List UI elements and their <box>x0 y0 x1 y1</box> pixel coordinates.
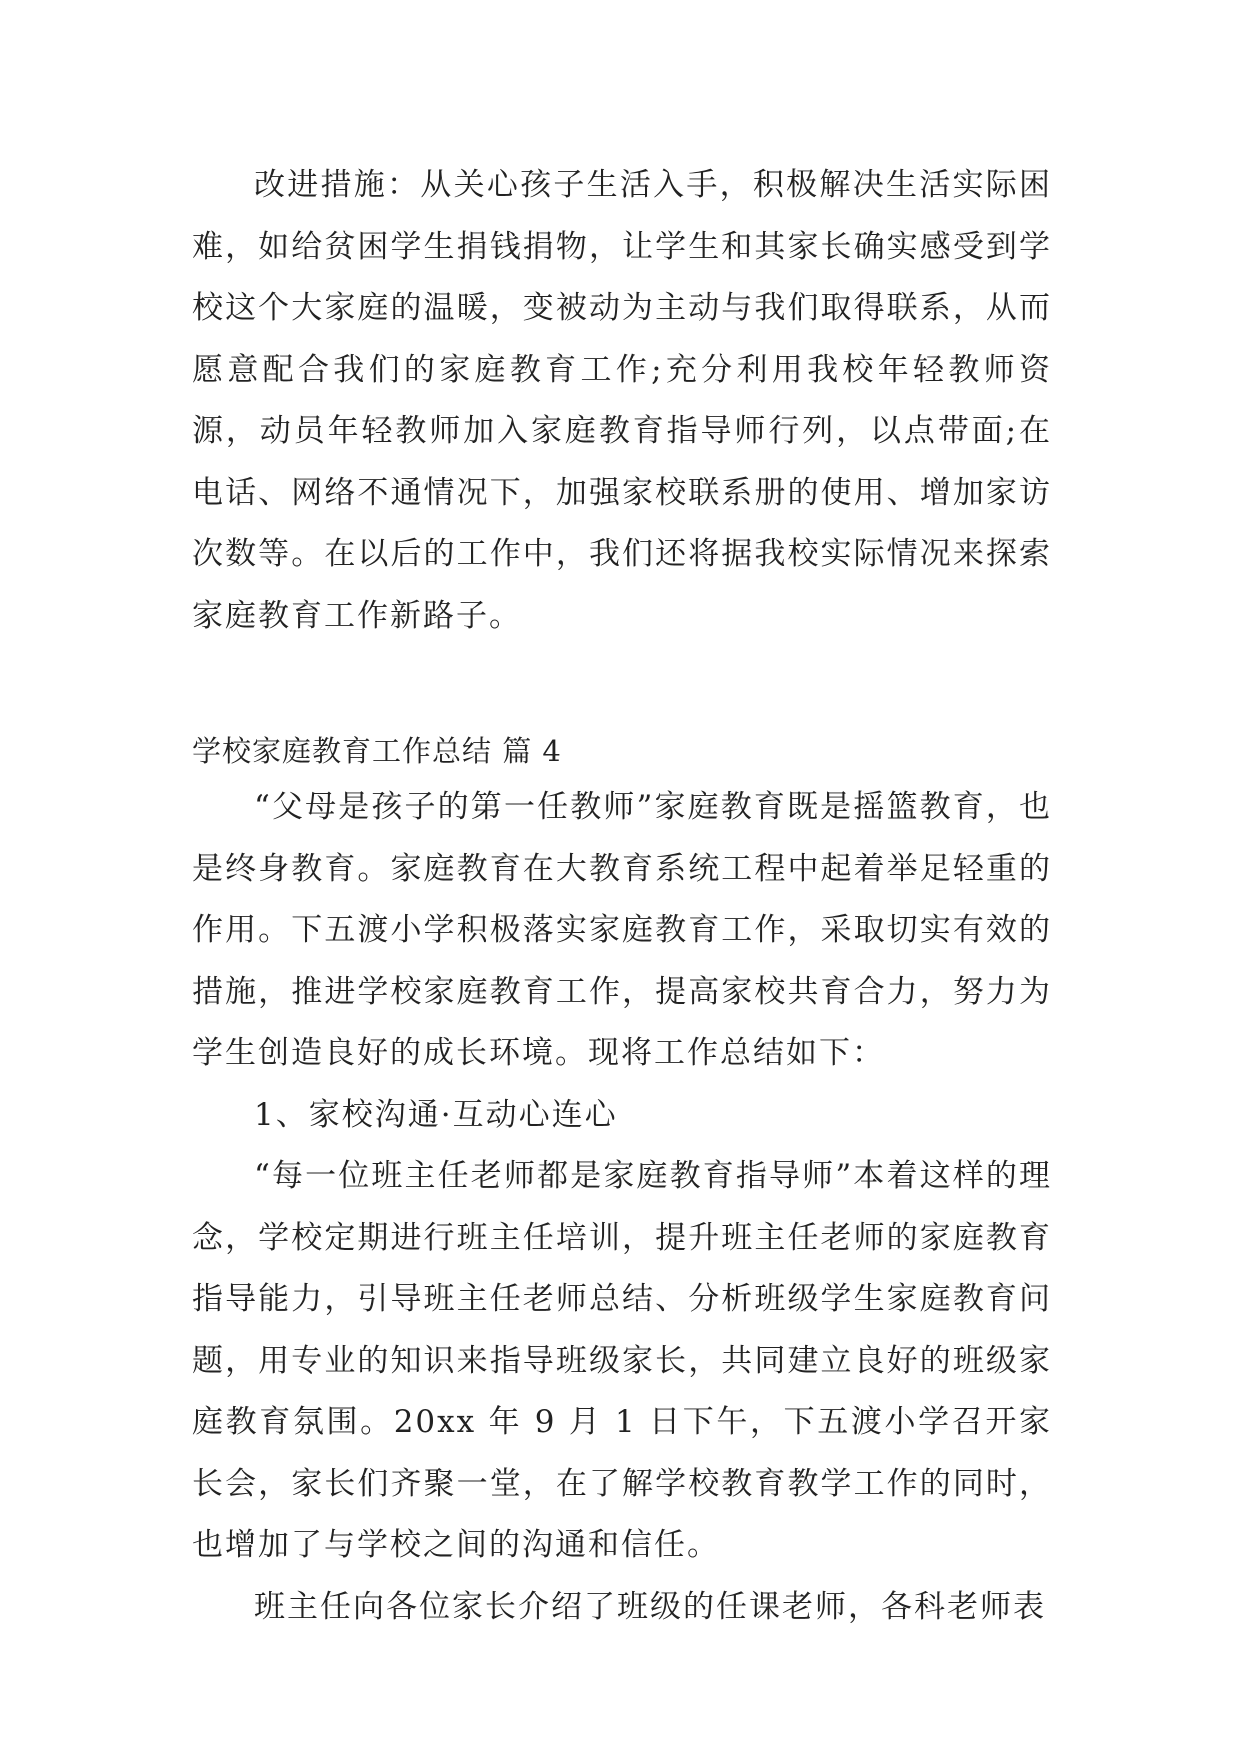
subheading-1: 1、家校沟通·互动心连心 <box>254 1096 618 1133</box>
paragraph-1: “父母是孩子的第一任教师”家庭教育既是摇篮教育，也是终身教育。家庭教育在大教育系统工程中起着举足轻重的作用。下五渡小学积极落实家庭教育工作，采取切实有效的措施，推进学校家庭教育工作，提高家校共育合力，努力为学生创造良好的成长环境。现将工作总结如下： <box>192 789 1052 1071</box>
paragraph-2: “每一位班主任老师都是家庭教育指导师”本着这样的理念，学校定期进行班主任培训，提升班主任老师的家庭教育指导能力，引导班主任老师总结、分析班级学生家庭教育问题，用专业的知识来指导班级家长，共同建立良好的班级家庭教育氛围。20xx 年 9 月 1 日下午，下五渡小学召开家长会，家长们齐聚一堂，在了解学校教育教学工作的同时，也增加了与学校之间的沟通和信任。 <box>192 1158 1052 1563</box>
section-spacer <box>192 647 1052 725</box>
paragraph-3: 班主任向各位家长介绍了班级的任课老师，各科老师表 <box>254 1588 1046 1625</box>
document-body <box>192 155 1052 1638</box>
intro-paragraph: 改进措施：从关心孩子生活入手，积极解决生活实际困难，如给贫困学生捐钱捐物，让学生和其家长确实感受到学校这个大家庭的温暖，变被动为主动与我们取得联系，从而愿意配合我们的家庭教育工作;充分利用我校年轻教师资源，动员年轻教师加入家庭教育指导师行列，以点带面;在电话、网络不通情况下，加强家校联系册的使用、增加家访次数等。在以后的工作中，我们还将据我校实际情况来探索家庭教育工作新路子。 <box>192 167 1052 634</box>
section-title: 学校家庭教育工作总结 篇 4 <box>192 734 562 768</box>
